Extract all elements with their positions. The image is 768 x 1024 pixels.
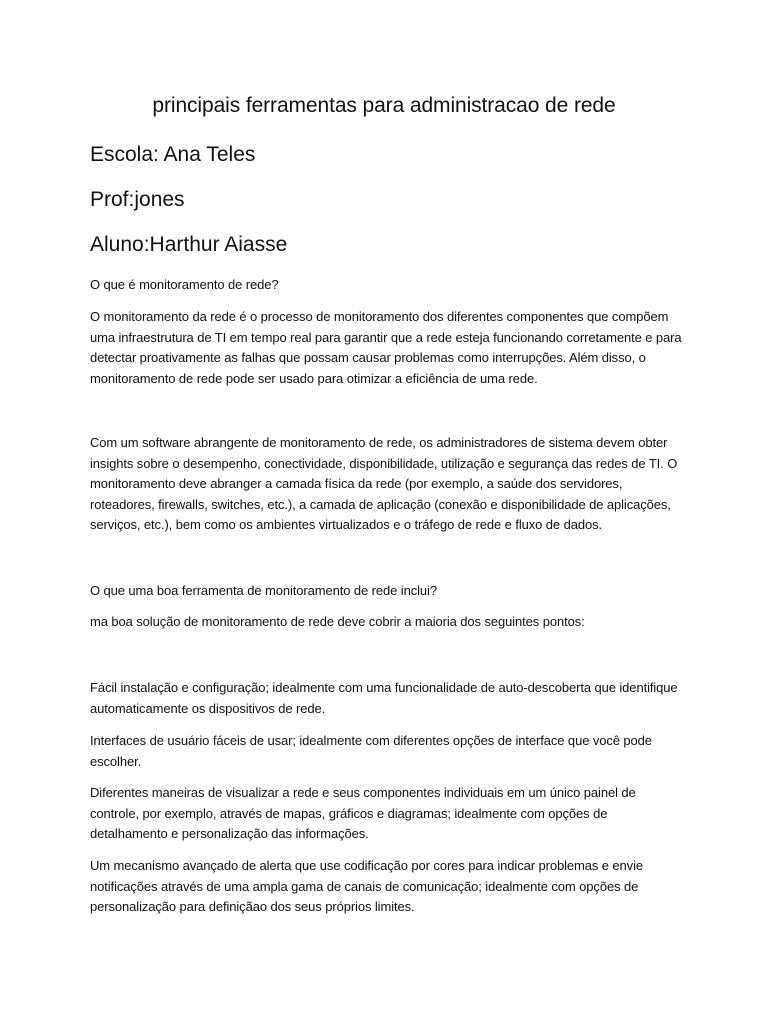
question-good-tool: O que uma boa ferramenta de monitoramento de rede inclui? <box>90 583 437 598</box>
point-interfaces: Interfaces de usuário fáceis de usar; idealmente com diferentes opções de interface que você pode escolher. <box>90 733 652 769</box>
school-line: Escola: Ana Teles <box>90 143 256 166</box>
student-line: Aluno:Harthur Aiasse <box>90 233 288 256</box>
paragraph-points-intro: ma boa solução de monitoramento de rede deve cobrir a maioria dos seguintes pontos: <box>90 614 585 629</box>
point-alerting: Um mecanismo avançado de alerta que use codificação por cores para indicar problemas e envie notificações através de uma ampla gama de canais de comunicação; idealmente com opções de personalização para definiçãao dos seus próprios limites. <box>90 858 643 914</box>
teacher-line: Prof:jones <box>90 188 185 211</box>
paragraph-definition: O monitoramento da rede é o processo de monitoramento dos diferentes componentes que compõem uma infraestrutura de TI em tempo real para garantir que a rede esteja funcionando corretamente e para detectar proativamente as falhas que possam causar problemas como interrupções. Além disso, o monitoramento de rede pode ser usado para otimizar a eficiência de uma rede. <box>90 309 682 386</box>
point-visualization: Diferentes maneiras de visualizar a rede e seus componentes individuais em um único painel de controle, por exemplo, através de mapas, gráficos e diagramas; idealmente com opções de detalhamento e personalização das informações. <box>90 785 636 841</box>
question-monitoring: O que é monitoramento de rede? <box>90 277 279 292</box>
document-title: principais ferramentas para administracao de rede <box>152 94 616 117</box>
point-installation: Fácil instalação e configuração; idealmente com uma funcionalidade de auto-descoberta que identifique automaticamente os dispositivos de rede. <box>90 680 678 716</box>
paragraph-software: Com um software abrangente de monitoramento de rede, os administradores de sistema devem obter insights sobre o desempenho, conectividade, disponibilidade, utilização e segurança das redes de TI. O monitoramento deve abranger a camada física da rede (por exemplo, a saúde dos servidores, roteadores, firewalls, switches, etc.), a camada de aplicação (conexão e disponibilidade de aplicações, serviços, etc.), bem como os ambientes virtualizados e o tráfego de rede e fluxo de dados. <box>90 435 678 532</box>
